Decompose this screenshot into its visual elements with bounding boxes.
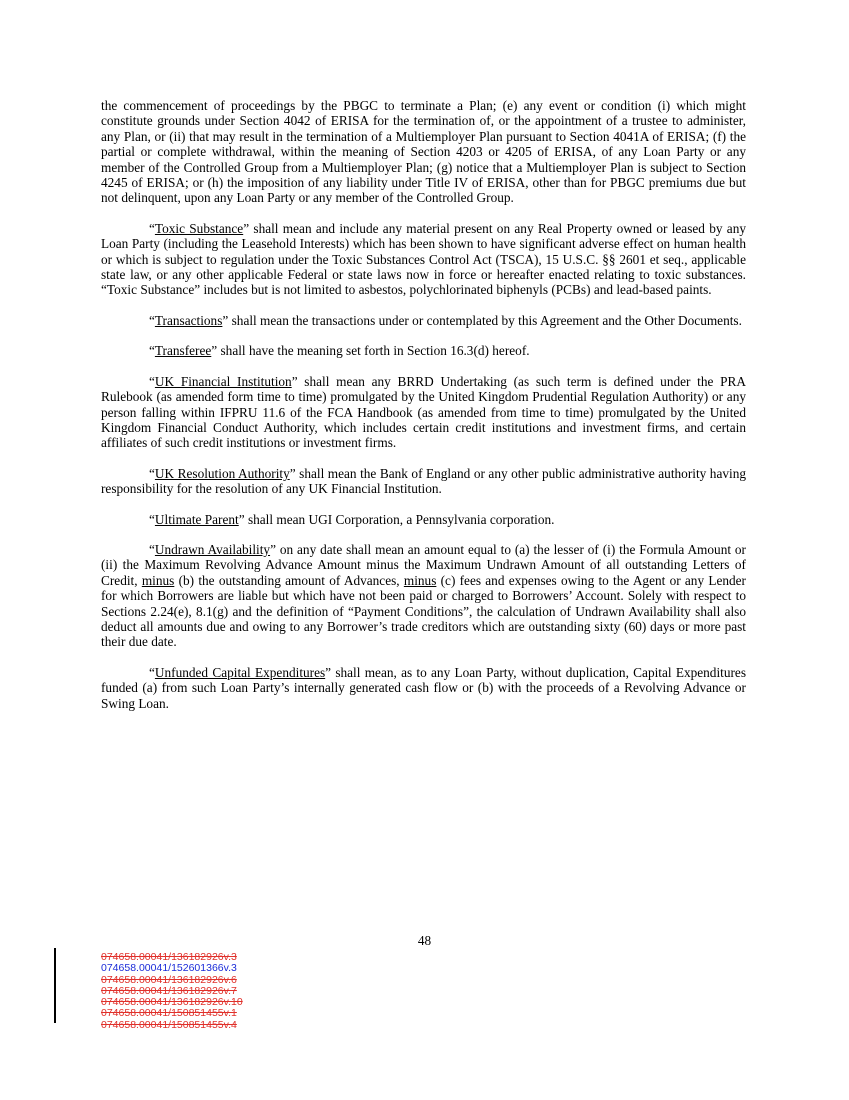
document-body [101,98,746,726]
document-id-current: 074658.00041/152601366v.3 [101,962,237,975]
paragraph-text: (b) the outstanding amount of Advances, [174,572,404,588]
paragraph-text: ” shall mean, as to any Loan Party, without duplication, Capital Expenditures funded (a) from such Loan Party’s internally generated cash flow or (b) with the proceeds of a Revolving Advance or Swing Loan. [101,664,746,711]
paragraph [101,374,746,451]
paragraph-text: “ [149,220,155,236]
paragraph [101,343,746,358]
paragraph [101,313,746,328]
paragraph-text: “ [149,312,155,328]
document-id-deleted: 074658.00041/150851455v.1 [101,1007,237,1020]
paragraph [101,221,746,298]
paragraph-text: “ [149,541,155,557]
paragraph-text: ” shall mean any BRRD Undertaking (as such term is defined under the PRA Rulebook (as amended form time to time) promulgated by the United Kingdom Prudential Regulation Authority) or any person falling within IFPRU 11.6 of the FCA Handbook (as amended from time to time) promulgated by the United Kingdom Financial Conduct Authority, which includes certain credit institutions and investment firms, and certain affiliates of such credit institutions or investment firms. [101,373,746,451]
defined-term: UK Financial Institution [154,373,292,389]
paragraph-text: ” shall mean the transactions under or contemplated by this Agreement and the Other Documents. [222,312,742,328]
paragraph-text: “ [149,511,155,527]
defined-term: Ultimate Parent [154,511,239,527]
paragraph-text: ” shall have the meaning set forth in Section 16.3(d) hereof. [211,343,530,359]
defined-term: Toxic Substance [154,220,244,236]
paragraph-text: ” on any date shall mean an amount equal to (a) the lesser of (i) the Formula Amount or (ii) the Maximum Revolving Advance Amount minus the Maximum Undrawn Amount of all outstanding Letters of Credit, [101,541,746,588]
document-id-list [101,952,243,1031]
paragraph [101,512,746,527]
defined-term: minus [403,572,437,588]
paragraph [101,665,746,711]
revision-change-bar [54,948,56,1023]
paragraph-text: “ [149,664,155,680]
paragraph-text: ” shall mean the Bank of England or any other public administrative authority having responsibility for the resolution of any UK Financial Institution. [101,465,746,497]
defined-term: Undrawn Availability [154,541,271,557]
defined-term: minus [141,572,175,588]
paragraph-text: “ [149,343,155,359]
document-id-deleted: 074658.00041/136182926v.10 [101,996,243,1009]
document-id-deleted: 074658.00041/136182926v.3 [101,951,237,963]
defined-term: Unfunded Capital Expenditures [154,664,326,680]
document-id-deleted: 074658.00041/150851455v.4 [101,1018,237,1031]
paragraph-text: “ [149,373,155,389]
paragraph-text: ” shall mean and include any material present on any Real Property owned or leased by any Loan Party (including the Leasehold Interests) which has been shown to have significant adverse effect on human health or which is subject to regulation under the Toxic Substances Control Act (TSCA), 15 U.S.C. §§ 2601 et seq., applicable state law, or any other applicable Federal or state laws now in force or hereafter enacted relating to toxic substances. “Toxic Substance” includes but is not limited to asbestos, polychlorinated biphenyls (PCBs) and lead-based paints. [101,220,747,298]
paragraph-text: the commencement of proceedings by the PBGC to terminate a Plan; (e) any event or condition (i) which might constitute grounds under Section 4042 of ERISA for the termination of, or the appointment of a trustee to administer, any Plan, or (ii) that may result in the termination of a Multiemployer Plan pursuant to Section 4041A of ERISA; (f) the partial or complete withdrawal, within the meaning of Section 4203 or 4205 of ERISA, of any Loan Party or any member of the Controlled Group from a Multiemployer Plan; (g) notice that a Multiemployer Plan is subject to Section 4245 of ERISA; or (h) the imposition of any liability under Title IV of ERISA, other than for PBGC premiums due but not delinquent, upon any Loan Party or any member of the Controlled Group. [101,98,746,206]
paragraph [101,542,746,650]
paragraph-text: (c) fees and expenses owing to the Agent or any Lender for which Borrowers are liable but which have not been paid or charged to Borrowers’ Account. Solely with respect to Sections 2.24(e), 8.1(g) and the definition of “Payment Conditions”, the calculation of Undrawn Availability shall also deduct all amounts due and owing to any Borrower’s trade creditors which are outstanding sixty (60) days or more past their due date. [101,572,746,650]
defined-term: Transactions [154,312,223,328]
defined-term: UK Resolution Authority [154,465,290,481]
paragraph-text: ” shall mean UGI Corporation, a Pennsylvania corporation. [238,511,555,527]
document-id-deleted: 074658.00041/136182926v.6 [101,973,237,986]
paragraph [101,466,746,497]
paragraph [101,98,746,206]
paragraph-text: “ [149,465,155,481]
page-number: 48 [417,933,432,948]
defined-term: Transferee [154,343,212,359]
document-id-deleted: 074658.00041/136182926v.7 [101,984,237,997]
